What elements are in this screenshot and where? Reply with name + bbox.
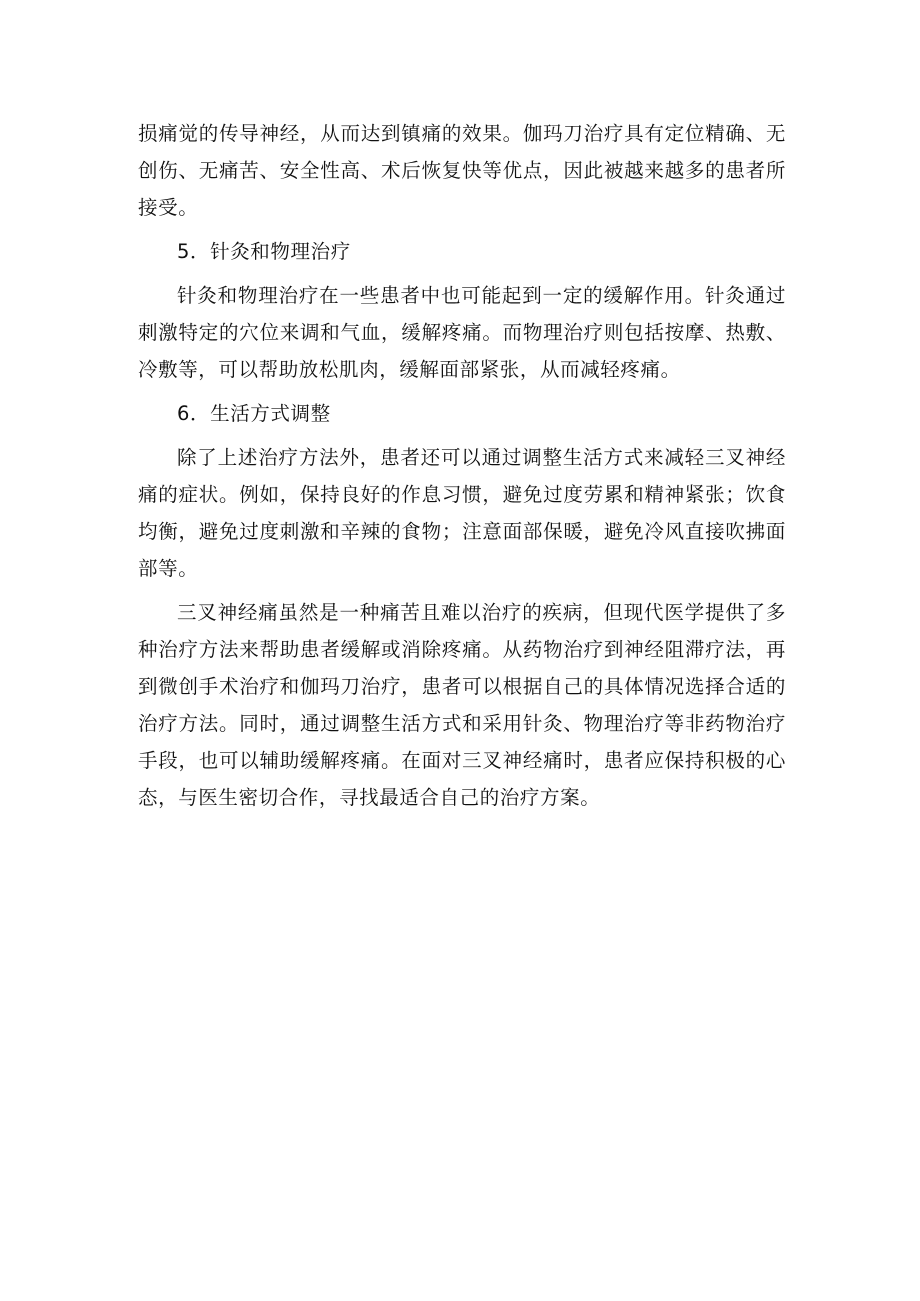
document-body xyxy=(138,115,786,823)
section-heading-lifestyle: 6．生活方式调整 xyxy=(177,402,331,425)
paragraph-lifestyle: 除了上述治疗方法外，患者还可以通过调整生活方式来减轻三叉神经痛的症状。例如，保持良好的作息习惯，避免过度劳累和精神紧张；饮食均衡，避免过度刺激和辛辣的食物；注意面部保暖，避免冷风直接吹拂面部等。 xyxy=(138,446,786,580)
paragraph-conclusion: 三叉神经痛虽然是一种痛苦且难以治疗的疾病，但现代医学提供了多种治疗方法来帮助患者缓解或消除疼痛。从药物治疗到神经阻滞疗法，再到微创手术治疗和伽玛刀治疗，患者可以根据自己的具体情况选择合适的治疗方法。同时，通过调整生活方式和采用针灸、物理治疗等非药物治疗手段，也可以辅助缓解疼痛。在面对三叉神经痛时，患者应保持积极的心态，与医生密切合作，寻找最适合自己的治疗方案。 xyxy=(138,601,786,809)
section-heading-acupuncture: 5．针灸和物理治疗 xyxy=(177,240,351,263)
paragraph-gamma-knife-continuation: 损痛觉的传导神经，从而达到镇痛的效果。伽玛刀治疗具有定位精确、无创伤、无痛苦、安全性高、术后恢复快等优点，因此被越来越多的患者所接受。 xyxy=(138,122,786,219)
paragraph-acupuncture: 针灸和物理治疗在一些患者中也可能起到一定的缓解作用。针灸通过刺激特定的穴位来调和气血，缓解疼痛。而物理治疗则包括按摩、热敷、冷敷等，可以帮助放松肌肉，缓解面部紧张，从而减轻疼痛。 xyxy=(138,284,786,381)
